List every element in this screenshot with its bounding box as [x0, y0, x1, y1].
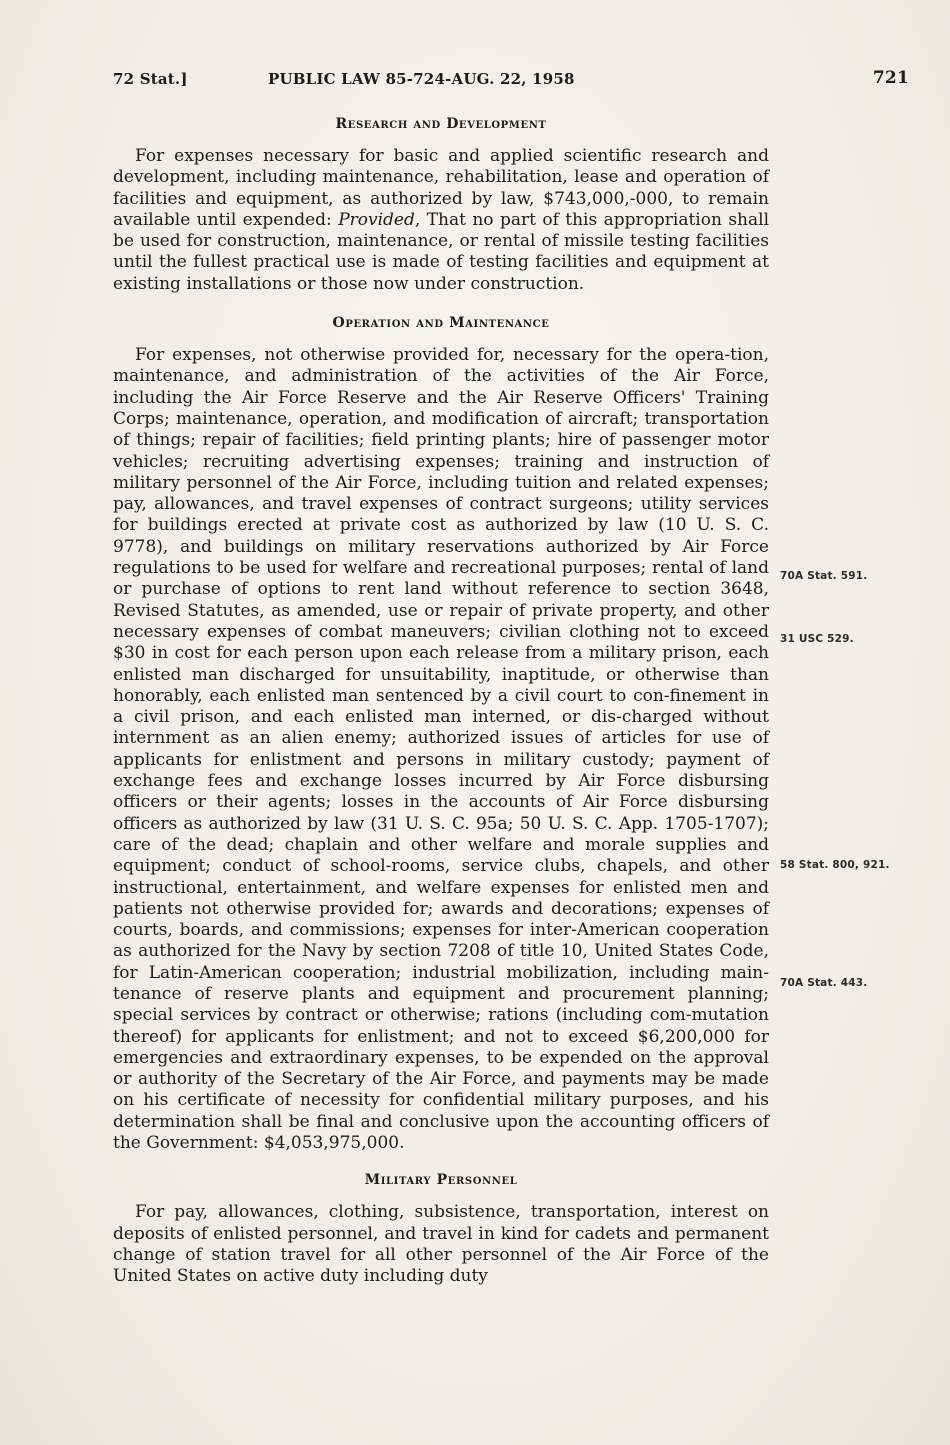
margin-note-70a-stat-591: 70A Stat. 591.	[780, 570, 868, 582]
margin-note-58-stat-800: 58 Stat. 800, 921.	[780, 859, 890, 871]
research-provided-italic: Provided	[338, 209, 415, 230]
page-number: 721	[872, 68, 909, 88]
research-text-end: , That no part of this appropriation shall be used for construction, maintenance, or rental of missile testing facilities until the fullest practical use is made of testing facilities and equipment at existing installations or those now under construction.	[113, 209, 770, 294]
paragraph-research-development	[113, 146, 769, 295]
margin-note-70a-stat-443: 70A Stat. 443.	[780, 977, 868, 989]
heading-research-development: Research and Development	[335, 116, 547, 132]
margin-note-31-usc-529: 31 USC 529.	[780, 633, 854, 645]
heading-military-personnel: Military Personnel	[364, 1172, 518, 1189]
paragraph-operation-maintenance: For expenses, not otherwise provided for, necessary for the opera-tion, maintenance, and administration of the activities of the Air Force, including the Air Force Reserve and the Air Reserve Officers' Training Corps; maintenance, operation, and modification of aircraft; transportation of things; repair of facilities; field printing plants; hire of passenger motor vehicles; recruiting advertising expenses; training and instruction of military personnel of the Air Force, including tuition and related expenses; pay, allowances, and travel expenses of contract surgeons; utility services for buildings erected at private cost as authorized by law (10 U. S. C. 9778), and buildings on military reservations authorized by Air Force regulations to be used for welfare and recreational purposes; rental of land or purchase of options to rent land without reference to section 3648, Revised Statutes, as amended, use or repair of private property, and other necessary expenses of combat maneuvers; civilian clothing not to exceed $30 in cost for each person upon each release from a military prison, each enlisted man discharged for unsuitability, inaptitude, or otherwise than honorably, each enlisted man sentenced by a civil court to con-finement in a civil prison, and each enlisted man interned, or dis-charged without internment as an alien enemy; authorized issues of articles for use of applicants for enlistment and persons in military custody; payment of exchange fees and exchange losses incurred by Air Force disbursing officers or their agents; losses in the accounts of Air Force disbursing officers as authorized by law (31 U. S. C. 95a; 50 U. S. C. App. 1705-1707); care of the dead; chaplain and other welfare and morale supplies and equipment; conduct of school-rooms, service clubs, chapels, and other instructional, entertainment, and welfare expenses for enlisted men and patients not otherwise provided for; awards and decorations; expenses of courts, boards, and commissions; expenses for inter-American cooperation as authorized for the Navy by section 7208 of title 10, United States Code, for Latin-American cooperation; industrial mobilization, including main-tenance of reserve plants and equipment and procurement planning; special services by contract or otherwise; rations (including com-mutation thereof) for applicants for enlistment; and not to exceed $6,200,000 for emergencies and extraordinary expenses, to be expended on the approval or authority of the Secretary of the Air Force, and payments may be made on his certificate of necessity for confidential military purposes, and his determination shall be final and conclusive upon the accounting officers of the Government: $4,053,975,000.	[113, 345, 769, 1154]
heading-operation-maintenance: Operation and Maintenance	[332, 315, 550, 332]
page-header	[113, 70, 923, 94]
law-title: PUBLIC LAW 85-724-AUG. 22, 1958	[268, 70, 575, 88]
volume-reference: 72 Stat.]	[113, 70, 188, 88]
main-text-column	[113, 112, 769, 1288]
paragraph-military-personnel: For pay, allowances, clothing, subsistence, transportation, interest on deposits of enlisted personnel, and travel in kind for cadets and permanent change of station travel for all other personnel of the Air Force of the United States on active duty including duty	[113, 1202, 769, 1287]
research-text-start: For expenses necessary for basic and applied scientific research and development, including maintenance, rehabilitation, lease and operation of facilities and equipment, as authorized by law, $743,000,-000, to remain available until expended:	[113, 146, 769, 230]
